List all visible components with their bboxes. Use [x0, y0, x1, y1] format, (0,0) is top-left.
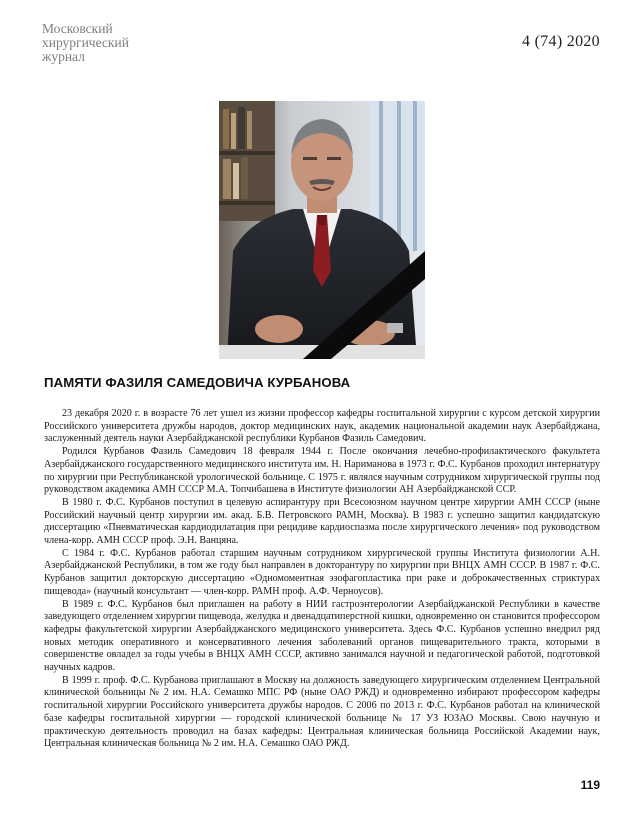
article-paragraph: В 1999 г. проф. Ф.С. Курбанова приглашают в Москву на должность заведующего хирургическим отделением Центральной клинической больницы № 2 им. Н.А. Семашко МПС РФ (ныне ОАО РЖД) и одновременно избирают профессором кафедры госпитальной хирургии Российского университета дружбы народов. С 2006 по 2013 г. Ф.С. Курбанов работал на клинической базе кафедры госпитальной хирургии — городской клинической больнице № 17 УЗ ЮЗАО Москвы. Свою научную и практическую деятельность проводил на базах кафедры: Центральная клиническая больница Российской Академии наук, Центральная клиническая больница № 2 им. Н.А. Семашко ОАО РЖД.: [44, 674, 600, 750]
article-paragraph: В 1980 г. Ф.С. Курбанов поступил в целевую аспирантуру при Всесоюзном научном центре хирургии АМН СССР (ныне Российский научный центр хирургии им. акад. Б.В. Петровского РАМН, Москва). В 1983 г. успешно защитил кандидатскую диссертацию «Пневматическая кардиодилатация при рецидиве кардиоспазма после хирургического лечения» под руководством члена-корр. АМН СССР проф. Э.Н. Ванцяна.: [44, 496, 600, 547]
journal-logo-line3: журнал: [42, 49, 85, 64]
article-paragraph: В 1989 г. Ф.С. Курбанов был приглашен на работу в НИИ гастроэнтерологии Азербайджанской Республики в качестве заведующего отделением хирургии пищевода, желудка и двенадцатиперстной кишки, одновременно он становится профессором кафедры факультетской хирургии Азербайджанского медицинского университета. Здесь Ф.С. Курбанов успешно внедрил ряд новых методик оперативного и консервативного лечения заболеваний органов пищеварительного тракта, которыми в совершенстве овладел за годы учебы в ВНЦХ АМН СССР, активно занимался научной и педагогической работой, подготовкой научных кадров.: [44, 598, 600, 674]
page-number: 119: [580, 778, 600, 792]
article-paragraph: 23 декабря 2020 г. в возрасте 76 лет ушел из жизни профессор кафедры госпитальной хирургии с курсом детской хирургии Российского университета дружбы народов, доктор медицинских наук, академик национальной академии наук Азербайджана, заслуженный деятель науки Азербайджанской республики Курбанов Фазиль Самедович.: [44, 408, 600, 445]
issue-label: 4 (74) 2020: [522, 33, 600, 50]
article-body: [44, 408, 600, 751]
article-paragraph: Родился Курбанов Фазиль Самедович 18 февраля 1944 г. После окончания лечебно-профилактического факультета Азербайджанского государственного медицинского института им. Н. Нариманова в 1973 г. Ф.С. Курбанов проходил интернатуру по хирургии при Республиканской урологической больнице. С 1975 г. являлся научным сотрудником хирургической группы под руководством академика АМН СССР М.А. Топчибашева в Институте физиологии АН Азербайджанской ССР.: [44, 446, 600, 496]
journal-logo-line1: Московский: [42, 21, 113, 36]
portrait-photo: [219, 101, 425, 359]
article-paragraph: С 1984 г. Ф.С. Курбанов работал старшим научным сотрудником хирургической группы Института физиологии А.Н. Азербайджанской Республики, в том же году был направлен в докторантуру по хирургии при ВНЦХ АМН СССР. В 1987 г. Ф.С. Курбанов защитил докторскую диссертацию «Одномоментная эзофагопластика при раке и доброкачественных стриктурах пищевода» (научный консультант — член-корр. РАМН проф. А.Ф. Черноусов).: [44, 547, 600, 597]
article-title: ПАМЯТИ ФАЗИЛЯ САМЕДОВИЧА КУРБАНОВА: [44, 375, 351, 390]
portrait-photo-icon: [219, 101, 425, 359]
journal-logo-line2: хирургический: [42, 35, 129, 50]
journal-logo: [42, 22, 129, 64]
